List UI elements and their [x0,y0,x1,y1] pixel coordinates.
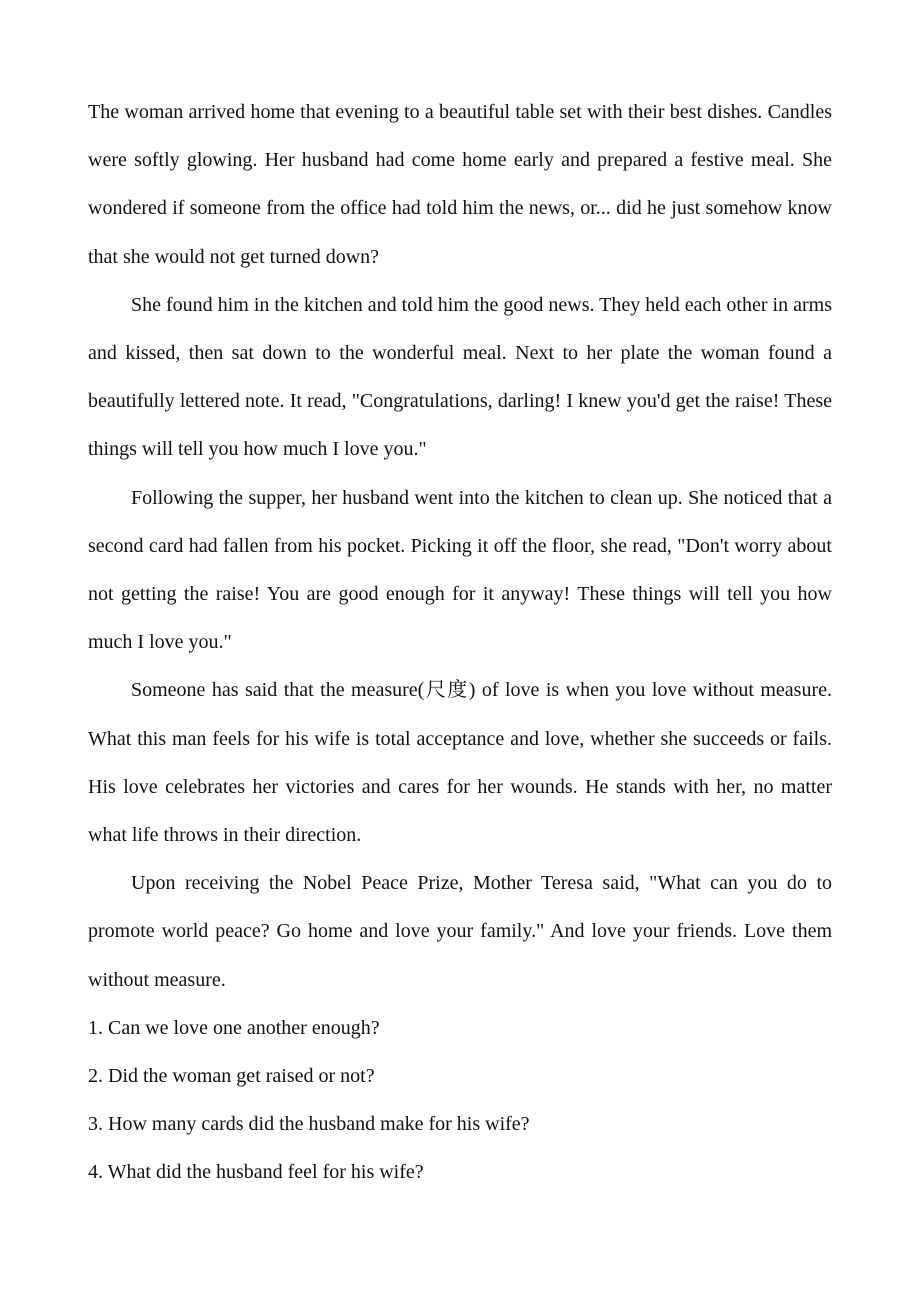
question-item: 3. How many cards did the husband make for his wife? [88,1113,530,1136]
question-item: 2. Did the woman get raised or not? [88,1065,375,1088]
paragraph-measure: Someone has said that the measure(尺度) of love is when you love without measure. What this man feels for his wife is total acceptance and love, whether she succeeds or fails. His love celebrates her victories and cares for her wounds. He stands with her, no matter what life throws in their direction. [88,679,832,847]
paragraph-kitchen: She found him in the kitchen and told him the good news. They held each other in arms and kissed, then sat down to the wonderful meal. Next to her plate the woman found a beautifully lettered note. It read, "Congratulations, darling! I knew you'd get the raise! These things will tell you how much I love you." [88,293,832,461]
question-item: 1. Can we love one another enough? [88,1016,380,1039]
question-item: 4. What did the husband feel for his wife? [88,1161,424,1184]
paragraph-mother-teresa: Upon receiving the Nobel Peace Prize, Mother Teresa said, "What can you do to promote world peace? Go home and love your family." And love your friends. Love them without measure. [88,872,832,991]
paragraph-second-card: Following the supper, her husband went into the kitchen to clean up. She noticed that a second card had fallen from his pocket. Picking it off the floor, she read, "Don't worry about not getting the raise! You are good enough for it anyway! These things will tell you how much I love you." [88,486,832,654]
document-page [88,88,832,1197]
question-list [88,1004,832,1197]
paragraph-opening: The woman arrived home that evening to a beautiful table set with their best dishes. Candles were softly glowing. Her husband had come home early and prepared a festive meal. She wondered if someone from the office had told him the news, or... did he just somehow know that she would not get turned down? [88,101,832,268]
